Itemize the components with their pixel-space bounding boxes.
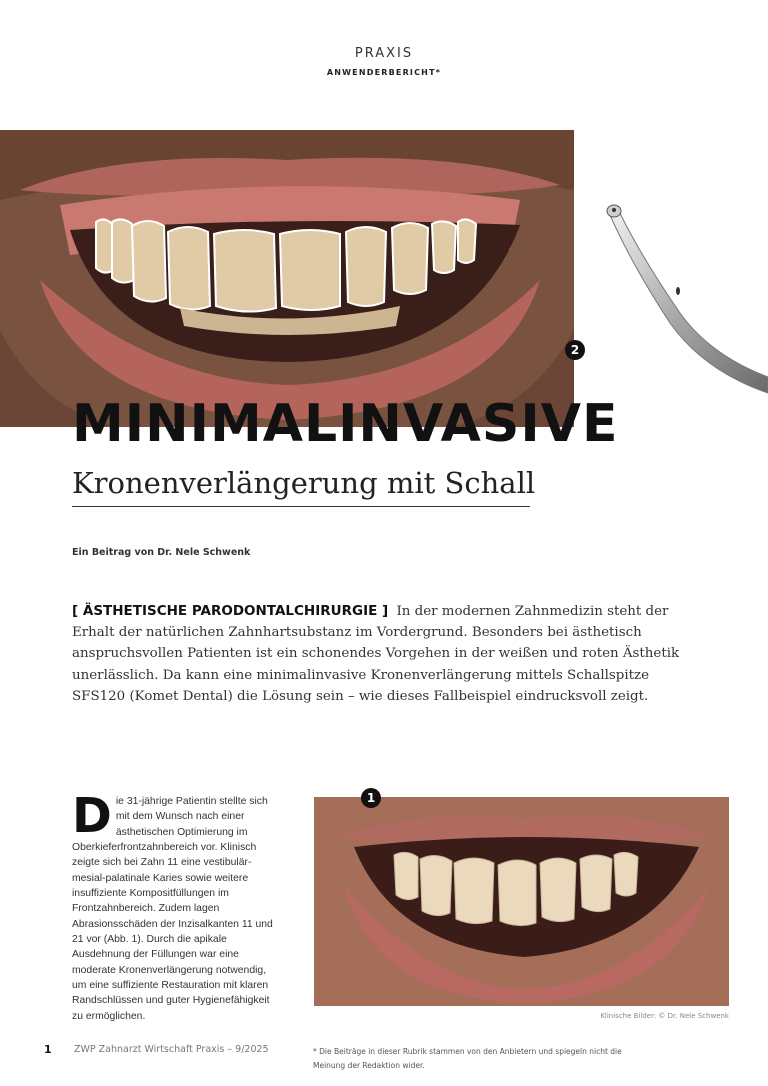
figure-number-badge: 1 — [361, 788, 381, 808]
lead-text: In der modernen Zahnmedizin steht der Erhalt der natürlichen Zahnhartsubstanz im Vordergrund. Besonders bei ästhetisch anspruchsvollen Patienten ist ein schonendes Vorgehen in der weißen und roten Ästhetik unerlässlich. Da kann eine minimalinvasive Kronenverlängerung mittels Schallspitze SFS120 (Komet Dental) die Lösung sein – wie dieses Fallbeispiel eindrucksvoll zeigt. — [72, 604, 680, 704]
hero-photo — [0, 130, 574, 427]
photo-credit: Klinische Bilder: © Dr. Nele Schwenk — [600, 1012, 729, 1020]
figure-number-badge: 2 — [565, 340, 585, 360]
article-lead — [72, 601, 684, 707]
article-subheadline: Kronenverlängerung mit Schall — [72, 466, 530, 507]
page-number: 1 — [44, 1043, 52, 1056]
smile-photo-illustration — [314, 797, 729, 1006]
footnote: * Die Beiträge in dieser Rubrik stammen von den Anbietern und spiegeln nicht die Meinung der Redaktion wider. — [313, 1047, 622, 1070]
dropcap-letter: D — [72, 788, 112, 844]
article-body — [72, 788, 276, 1024]
sonic-tip-icon — [600, 195, 768, 395]
clinical-photo — [314, 797, 729, 1006]
publication-footer: ZWP Zahnarzt Wirtschaft Praxis – 9/2025 — [74, 1044, 269, 1055]
article-headline: MINIMALINVASIVE — [72, 394, 619, 454]
section-subtitle: ANWENDERBERICHT* — [326, 68, 442, 77]
article-byline: Ein Beitrag von Dr. Nele Schwenk — [72, 547, 251, 558]
lead-category-tag: [ ÄSTHETISCHE PARODONTALCHIRURGIE ] — [72, 603, 389, 619]
sonic-tip-instrument-image — [600, 195, 768, 395]
section-title: PRAXIS — [354, 46, 414, 61]
body-paragraph: ie 31-jährige Patientin stellte sich mit dem Wunsch nach einer ästhetischen Optimierung im Oberkieferfrontzahnbereich vor. Klinisch zeigte sich bei Zahn 11 eine vestibulär-mesial-palatinale Karies sowie weitere insuffiziente Kompositfüllungen im Frontzahnbereich. Zudem lagen Abrasionsschäden der Inzisalkanten 11 und 21 vor (Abb. 1). Durch die apikale Ausdehnung der Füllungen war eine moderate Kronenverlängerung notwendig, um eine suffiziente Restauration mit klaren Randschlüssen und guter Hygienefähigkeit zu ermöglichen. — [72, 796, 273, 1022]
smile-closeup-illustration — [0, 130, 574, 427]
